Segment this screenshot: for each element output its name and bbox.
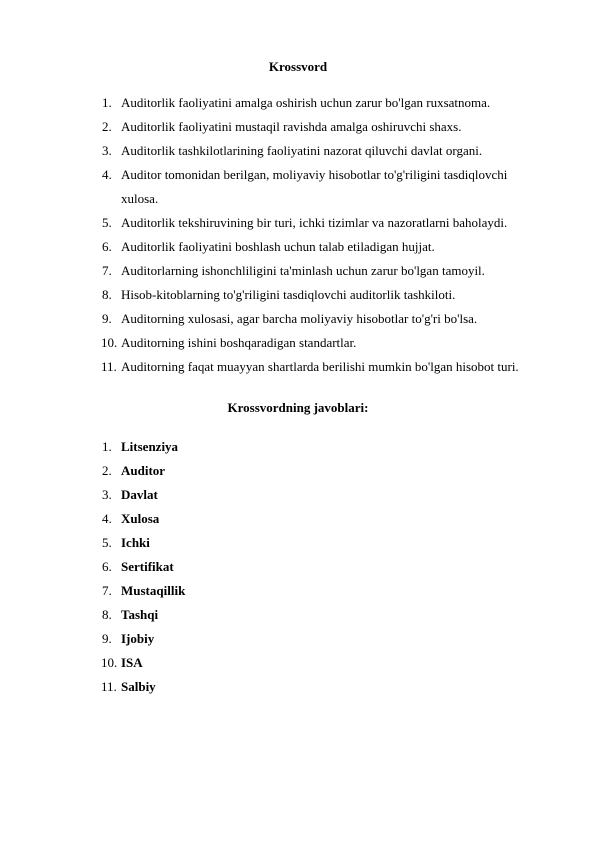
answers-title: Krossvordning javoblari: xyxy=(227,400,369,415)
question-item xyxy=(0,311,596,335)
answer-number: 6. xyxy=(102,559,112,574)
question-number: 6. xyxy=(102,239,112,254)
question-text: Auditorning faqat muayyan shartlarda berilishi mumkin bo'lgan hisobot turi. xyxy=(121,359,519,374)
question-number: 7. xyxy=(102,263,112,278)
answer-text: Ichki xyxy=(121,535,150,550)
answer-item xyxy=(0,583,596,607)
question-item xyxy=(0,335,596,359)
answer-number: 11. xyxy=(101,679,117,694)
answer-item xyxy=(0,631,596,655)
answer-number: 8. xyxy=(102,607,112,622)
question-number: 9. xyxy=(102,311,112,326)
question-item xyxy=(0,119,596,143)
question-item xyxy=(0,143,596,167)
answer-number: 1. xyxy=(102,439,112,454)
question-number: 3. xyxy=(102,143,112,158)
answer-item xyxy=(0,655,596,679)
question-item xyxy=(0,95,596,119)
answer-text: ISA xyxy=(121,655,143,670)
question-item xyxy=(0,263,596,287)
question-item xyxy=(0,287,596,311)
answer-item xyxy=(0,511,596,535)
answer-item xyxy=(0,439,596,463)
answer-number: 3. xyxy=(102,487,112,502)
answer-number: 5. xyxy=(102,535,112,550)
question-item xyxy=(0,359,596,383)
answer-text: Ijobiy xyxy=(121,631,155,646)
answer-item xyxy=(0,679,596,703)
question-number: 11. xyxy=(101,359,117,374)
question-text: Auditorning ishini boshqaradigan standartlar. xyxy=(121,335,357,350)
question-number: 10. xyxy=(101,335,118,350)
answer-text: Tashqi xyxy=(121,607,159,622)
answer-text: Litsenziya xyxy=(121,439,179,454)
question-number: 5. xyxy=(102,215,112,230)
answer-text: Davlat xyxy=(121,487,158,502)
question-text: Auditorlarning ishonchliligini ta'minlash uchun zarur bo'lgan tamoyil. xyxy=(121,263,485,278)
question-item xyxy=(0,239,596,263)
answer-item xyxy=(0,463,596,487)
page-title: Krossvord xyxy=(268,59,328,74)
answer-item xyxy=(0,607,596,631)
question-text: Auditorlik tashkilotlarining faoliyatini nazorat qiluvchi davlat organi. xyxy=(121,143,483,158)
answer-number: 9. xyxy=(102,631,112,646)
answer-number: 2. xyxy=(102,463,112,478)
answer-number: 4. xyxy=(102,511,112,526)
answer-item xyxy=(0,559,596,583)
answer-text: Xulosa xyxy=(121,511,160,526)
question-number: 1. xyxy=(102,95,112,110)
question-item xyxy=(0,167,596,215)
question-text: Auditorlik faoliyatini amalga oshirish uchun zarur bo'lgan ruxsatnoma. xyxy=(121,95,491,110)
question-number: 8. xyxy=(102,287,112,302)
answer-number: 7. xyxy=(102,583,112,598)
question-text: Auditorlik tekshiruvining bir turi, ichki tizimlar va nazoratlarni baholaydi. xyxy=(121,215,508,230)
question-item xyxy=(0,215,596,239)
question-number: 2. xyxy=(102,119,112,134)
answer-number: 10. xyxy=(101,655,118,670)
question-text: Auditorlik faoliyatini mustaqil ravishda amalga oshiruvchi shaxs. xyxy=(121,119,462,134)
question-number: 4. xyxy=(102,167,112,182)
question-text: Auditorning xulosasi, agar barcha moliyaviy hisobotlar to'g'ri bo'lsa. xyxy=(121,311,478,326)
answer-item xyxy=(0,535,596,559)
question-text-continued: xulosa. xyxy=(121,191,159,206)
answer-text: Salbiy xyxy=(121,679,156,694)
question-text: Auditorlik faoliyatini boshlash uchun talab etiladigan hujjat. xyxy=(121,239,435,254)
answer-text: Sertifikat xyxy=(121,559,174,574)
answers-list xyxy=(0,439,596,703)
questions-list xyxy=(0,95,596,383)
answer-text: Auditor xyxy=(121,463,166,478)
question-text: Hisob-kitoblarning to'g'riligini tasdiqlovchi auditorlik tashkiloti. xyxy=(121,287,456,302)
answer-text: Mustaqillik xyxy=(121,583,186,598)
question-text: Auditor tomonidan berilgan, moliyaviy hisobotlar to'g'riligini tasdiqlovchi xyxy=(121,167,508,182)
answer-item xyxy=(0,487,596,511)
